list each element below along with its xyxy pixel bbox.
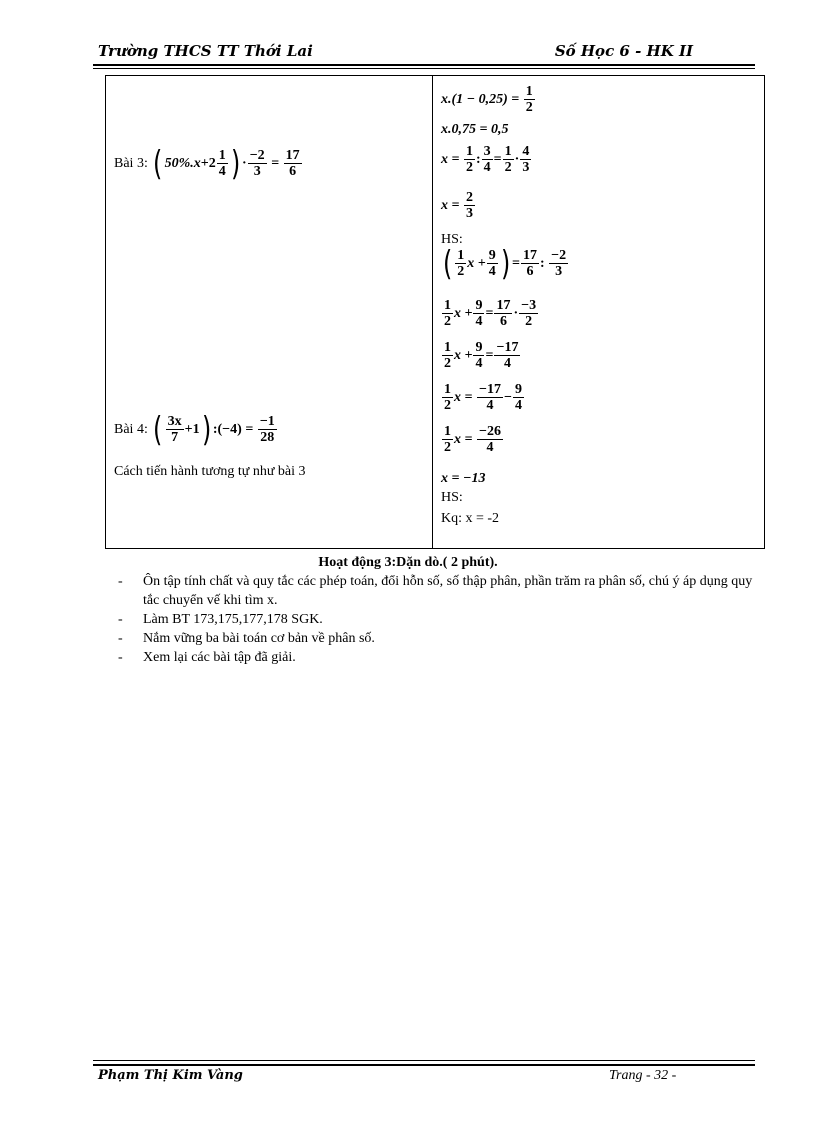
- solution-line-3: x = $\frac{1}{2}$ : $\frac{3}{4}$ = $\frac{1}{2}$ · $\frac{4}{3}$: [441, 144, 530, 175]
- page-number: Trang - 32 -: [609, 1068, 677, 1083]
- bai4-label: Bài 4:: [114, 421, 148, 437]
- solution-line-6: $\frac{1}{2}$ x + $\frac{9}{4}$ = $\frac{17}{6}$ · $\frac{-3}{2}$: [444, 298, 537, 329]
- list-item: - Làm BT 173,175,177,178 SGK.: [118, 610, 758, 629]
- bai4-divide: :(−4) =: [212, 421, 254, 437]
- bai4-problem: [114, 409, 278, 450]
- activity-title: Hoạt động 3:Dặn dò.( 2 phút).: [318, 555, 498, 570]
- solution-line-7: $\frac{1}{2}$ x + $\frac{9}{4}$ = $\frac{-17}{4}$: [444, 340, 519, 371]
- bai3-label: Bài 3:: [114, 155, 148, 171]
- list-item: - Nắm vững ba bài toán cơ bản về phân số.: [118, 629, 758, 648]
- list-item: - Xem lại các bài tập đã giải.: [118, 648, 758, 667]
- table-column-divider: [432, 76, 433, 548]
- result-line: Kq: x = -2: [441, 511, 500, 526]
- bai4-fraction-1: $\frac{3x}{7}$: [167, 414, 182, 445]
- solution-line-9: $\frac{1}{2}$ x = $\frac{-26}{4}$: [444, 424, 501, 455]
- bai4-plus-one: +1: [184, 421, 200, 437]
- hs-label-1: HS:: [441, 232, 463, 247]
- header-rule-thin: [93, 68, 755, 69]
- footer-rule: [93, 1064, 755, 1066]
- hs-label-2: HS:: [441, 490, 463, 505]
- paren-close: ): [201, 409, 211, 450]
- bai3-dot: ·: [242, 155, 247, 171]
- bai3-fraction-2: $\frac{17}{6}$: [285, 148, 300, 179]
- list-item: - Ôn tập tính chất và quy tắc các phép toán, đổi hỗn số, số thập phân, phần trăm ra phân số, chú ý áp dụng quy tắc chuyển vế khi tìm x.: [118, 572, 758, 610]
- page-header: [93, 40, 755, 62]
- bai3-equals: =: [271, 155, 280, 171]
- solution-line-5: ( $\frac{1}{2}$ x + $\frac{9}{4}$ ) = $\frac{17}{6}$ : $\frac{-2}{3}$: [442, 243, 567, 284]
- footer-rule-thin: [93, 1060, 755, 1061]
- bai4-note: Cách tiến hành tương tự như bài 3: [114, 464, 306, 479]
- bai3-percent: 50%.x: [164, 155, 201, 171]
- paren-open: (: [153, 409, 163, 450]
- solution-line-1: x.(1 − 0,25) = $\frac{1}{2}$: [441, 84, 533, 115]
- exercise-table: [105, 75, 765, 549]
- bai3-mixed-fraction: $\frac{1}{4}$: [218, 148, 226, 179]
- school-name: Trường THCS TT Thới Lai: [98, 42, 313, 60]
- author-name: Phạm Thị Kim Vàng: [98, 1068, 243, 1083]
- bai4-fraction-2: $\frac{-1}{28}$: [259, 414, 275, 445]
- solution-line-10: x = −13: [441, 471, 486, 486]
- solution-line-2: x.0,75 = 0,5: [441, 122, 509, 137]
- paren-open: (: [153, 143, 163, 184]
- solution-line-4: x = $\frac{2}{3}$: [441, 190, 473, 221]
- header-rule: [93, 64, 755, 66]
- bai3-fraction-1: $\frac{-2}{3}$: [249, 148, 265, 179]
- paren-close: ): [230, 143, 241, 184]
- subject-name: Số Học 6 - HK II: [554, 42, 693, 60]
- solution-line-8: $\frac{1}{2}$ x = $\frac{-17}{4}$ − $\frac{9}{4}$: [444, 382, 522, 413]
- bai3-plus: +2: [200, 155, 216, 171]
- bai3-problem: [114, 143, 303, 184]
- task-list: [118, 572, 758, 667]
